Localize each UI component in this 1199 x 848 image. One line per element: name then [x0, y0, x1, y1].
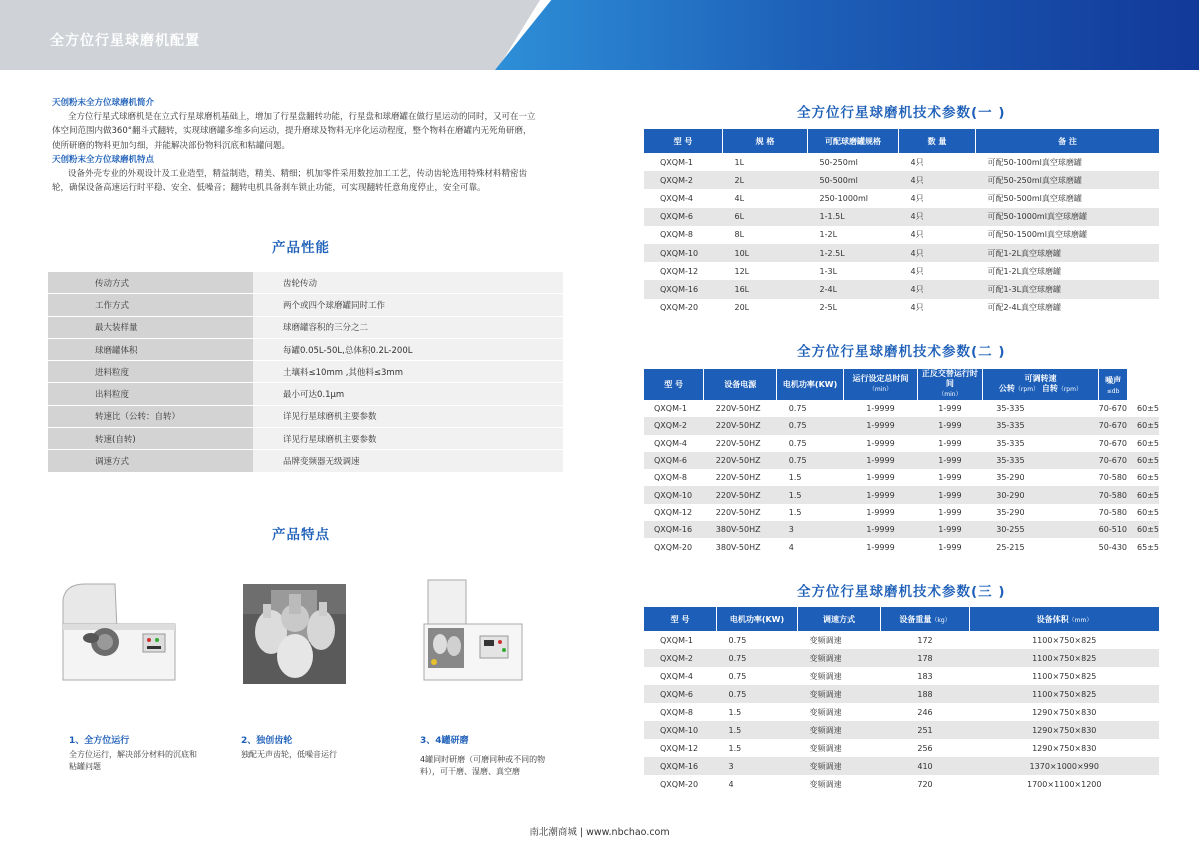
- table2-cell: 220V-50HZ: [715, 438, 761, 448]
- table2-cell: QXQM-16: [644, 521, 704, 538]
- table2-cell: QXQM-8: [654, 473, 687, 483]
- table3-row: [644, 703, 1159, 721]
- table2-cell: 0.75: [777, 417, 844, 434]
- table2-cell: QXQM-6: [644, 452, 704, 469]
- table2-cell: 35-335: [996, 404, 1025, 414]
- feature-image-full-direction: [55, 580, 187, 684]
- table2-cell: 1.5: [788, 507, 802, 517]
- table2-cell: 1-999: [918, 486, 983, 503]
- intro-paragraph-1: 全方位行星式球磨机是在立式行星球磨机基础上，增加了行星盘翻转功能，行星盘和球磨罐在做行星运动的同时，又可在一立体空间范围内做360°翻斗式翻转，实现球磨罐多维多向运动，提升磨球及物料无序化运动程度，整个物料在磨罐内无死角研磨，使所研磨的物料更加匀细，并能解决部份物料沉底和粘罐问题。: [52, 112, 536, 151]
- table1-cell: 4只: [899, 244, 976, 262]
- table3-cell: 251: [881, 721, 970, 739]
- table2-cell: 380V-50HZ: [704, 521, 777, 538]
- table2-cell: 50-430: [1098, 542, 1128, 552]
- table2-cell: 1.5: [788, 473, 802, 483]
- t1-header-model: 型 号: [644, 129, 723, 153]
- table3-cell: 1.5: [728, 707, 742, 717]
- table3-cell: QXQM-1: [660, 635, 693, 645]
- table1-cell: 4只: [910, 193, 924, 203]
- performance-key: 工作方式: [48, 294, 253, 316]
- table2-cell: 0.75: [788, 438, 807, 448]
- table3-cell: QXQM-2: [644, 649, 717, 667]
- t3-header-volume: 设备体积（mm）: [970, 607, 1160, 631]
- performance-table: [48, 272, 563, 473]
- table1-cell: 可配50-250ml真空球磨罐: [976, 171, 1160, 189]
- performance-row: [48, 294, 563, 316]
- table3-cell: QXQM-20: [660, 779, 699, 789]
- table2-cell: 70-580: [1098, 507, 1128, 517]
- table3-cell: 1100×750×825: [970, 649, 1160, 667]
- table3-row: [644, 667, 1159, 685]
- table2-cell: 220V-50HZ: [715, 473, 761, 483]
- table2-cell: 70-580: [1099, 486, 1127, 503]
- table3-cell: 变频调速: [809, 779, 842, 789]
- performance-value: 两个或四个球磨罐同时工作: [253, 294, 563, 316]
- t2-header-model: 型 号: [644, 369, 704, 400]
- table2-cell: 35-335: [982, 417, 1098, 434]
- table3-row: [644, 721, 1159, 739]
- table2-row: [644, 521, 1159, 538]
- header-blue-band: [495, 0, 1199, 70]
- table3-cell: 1290×750×830: [1032, 707, 1097, 717]
- performance-key: 进料粒度: [48, 361, 253, 383]
- table3-cell: QXQM-10: [644, 721, 717, 739]
- page-header: [0, 0, 1199, 70]
- table3-cell: 1100×750×825: [970, 685, 1160, 703]
- t3-header-weight: 设备重量（kg）: [881, 607, 970, 631]
- table2-cell: 220V-50HZ: [704, 452, 777, 469]
- table1-cell: 4只: [910, 266, 924, 276]
- table2-cell: 1-9999: [866, 404, 895, 414]
- table2-cell: 1-9999: [866, 473, 895, 483]
- performance-key: 转速比（公转：自转）: [48, 405, 253, 427]
- table2-cell: 60±5: [1137, 404, 1159, 414]
- table3-cell: 0.75: [728, 671, 747, 681]
- table2-cell: 3: [777, 521, 844, 538]
- table2-cell: 1-999: [918, 417, 983, 434]
- t3-header-model: 型 号: [644, 607, 717, 631]
- table2-cell: QXQM-4: [654, 438, 687, 448]
- table2-cell: 70-670: [1099, 452, 1127, 469]
- table3-cell: 1370×1000×990: [970, 757, 1160, 775]
- table2-cell: 4: [788, 542, 794, 552]
- performance-value: 最小可达0.1μm: [253, 383, 563, 405]
- table2-cell: 35-335: [996, 438, 1025, 448]
- performance-row: [48, 316, 563, 338]
- table3-cell: 246: [917, 707, 933, 717]
- table1-cell: 可配50-500ml真空球磨罐: [987, 193, 1082, 203]
- table2-cell: 65±5: [1137, 542, 1159, 552]
- table1-cell: 可配1-2L真空球磨罐: [976, 244, 1160, 262]
- performance-row: [48, 361, 563, 383]
- table2-cell: 1-999: [938, 542, 962, 552]
- table2-cell: 220V-50HZ: [715, 507, 761, 517]
- table2-cell: QXQM-10: [644, 486, 704, 503]
- table2-cell: QXQM-1: [654, 404, 687, 414]
- table2-cell: 30-290: [982, 486, 1098, 503]
- tech-params-table-3: [644, 607, 1159, 793]
- table2-cell: 60±5: [1127, 452, 1159, 469]
- feature-image-four-jar: [418, 578, 528, 684]
- table3-cell: 3: [717, 757, 798, 775]
- table3-cell: 变频调速: [809, 707, 842, 717]
- table1-cell: 可配1-2L真空球磨罐: [987, 266, 1062, 276]
- t3-header-motor: 电机功率(KW): [717, 607, 798, 631]
- table2-cell: 0.75: [788, 404, 807, 414]
- table2-cell: 220V-50HZ: [704, 486, 777, 503]
- table3-cell: QXQM-12: [660, 743, 699, 753]
- table1-cell: 1-1.5L: [808, 208, 899, 226]
- table3-cell: 0.75: [728, 635, 747, 645]
- table1-row: [644, 262, 1159, 280]
- table2-cell: 30-255: [982, 521, 1098, 538]
- table1-cell: 可配50-1500ml真空球磨罐: [987, 230, 1087, 240]
- table2-row: [644, 452, 1159, 469]
- table1-cell: 4L: [734, 193, 745, 203]
- table1-row: [644, 189, 1159, 207]
- table2-cell: 35-290: [996, 473, 1025, 483]
- table1-cell: QXQM-1: [660, 157, 693, 167]
- table3-cell: 183: [917, 671, 933, 681]
- table1-cell: 10L: [723, 244, 808, 262]
- t2-header-noise: 噪声≤db: [1099, 369, 1127, 400]
- table3-cell: 1.5: [728, 743, 742, 753]
- performance-key: 出料粒度: [48, 383, 253, 405]
- table2-cell: 220V-50HZ: [715, 404, 761, 414]
- table3-cell: 1100×750×825: [1032, 671, 1097, 681]
- table3-cell: 变频调速: [798, 649, 881, 667]
- table2-cell: 1-9999: [866, 507, 895, 517]
- performance-value: 详见行星球磨机主要参数: [253, 405, 563, 427]
- feature-image-gear: [243, 584, 346, 684]
- table2-cell: 70-670: [1098, 404, 1128, 414]
- t1-header-qty: 数 量: [899, 129, 976, 153]
- table3-cell: 变频调速: [809, 743, 842, 753]
- page-title: 全方位行星球磨机配置: [50, 33, 200, 49]
- table2-cell: 1-9999: [866, 438, 895, 448]
- table2-cell: 60-510: [1099, 521, 1127, 538]
- table1-cell: 50-250ml: [819, 157, 858, 167]
- t2-header-time: 运行设定总时间 （min）: [843, 369, 917, 400]
- table1-row: [644, 208, 1159, 226]
- table3-cell: 172: [917, 635, 933, 645]
- feature-caption-2: 2、独创齿轮: [241, 736, 293, 746]
- table3-row: [644, 649, 1159, 667]
- table1-cell: 2L: [723, 171, 808, 189]
- table3-cell: 256: [917, 743, 933, 753]
- table3-row: [644, 739, 1159, 757]
- table3-row: [644, 631, 1159, 649]
- intro-heading-1: 天创粉末全方位球磨机简介: [52, 98, 155, 108]
- t3-header-speed-mode: 调速方式: [798, 607, 881, 631]
- table2-cell: 60±5: [1127, 486, 1159, 503]
- table1-row: [644, 226, 1159, 244]
- table1-row: [644, 171, 1159, 189]
- table2-cell: 1-9999: [843, 417, 917, 434]
- table1-cell: 可配50-100ml真空球磨罐: [987, 157, 1082, 167]
- table1-cell: QXQM-16: [644, 280, 723, 298]
- table1-cell: 50-500ml: [808, 171, 899, 189]
- table1-cell: QXQM-6: [644, 208, 723, 226]
- table2-title: 全方位行星球磨机技术参数(二 ): [797, 344, 1006, 360]
- table3-row: [644, 775, 1159, 793]
- performance-row: [48, 338, 563, 360]
- table2-row: [644, 417, 1159, 434]
- table2-cell: 60±5: [1137, 438, 1159, 448]
- table1-cell: 4只: [899, 208, 976, 226]
- table1-cell: QXQM-8: [660, 230, 693, 240]
- performance-row: [48, 450, 563, 472]
- table3-cell: 变频调速: [809, 635, 842, 645]
- tech-params-table-2: [644, 369, 1159, 556]
- table3-row: [644, 685, 1159, 703]
- table3-cell: 变频调速: [798, 685, 881, 703]
- table1-row: [644, 299, 1159, 317]
- table1-cell: 4只: [910, 230, 924, 240]
- table2-cell: 1-999: [938, 473, 962, 483]
- table2-row: [644, 538, 1159, 555]
- table1-cell: 4只: [910, 157, 924, 167]
- table1-cell: 1-2L: [819, 230, 838, 240]
- features-title: 产品特点: [272, 527, 330, 543]
- performance-title: 产品性能: [272, 240, 330, 256]
- table3-cell: 0.75: [717, 649, 798, 667]
- table1-cell: 4只: [899, 280, 976, 298]
- table1-cell: 2-5L: [819, 303, 838, 313]
- table1-cell: 4只: [910, 303, 924, 313]
- performance-row: [48, 272, 563, 294]
- table1-cell: 1-2.5L: [808, 244, 899, 262]
- table3-cell: 1290×750×830: [970, 721, 1160, 739]
- feature-caption-1: 1、全方位运行: [69, 736, 130, 746]
- t2-header-speed: 可调转速 公转（rpm） 自转（rpm）: [982, 369, 1098, 400]
- table1-cell: QXQM-2: [644, 171, 723, 189]
- table1-cell: 可配1-3L真空球磨罐: [976, 280, 1160, 298]
- feature-caption-3: 3、4罐研磨: [420, 736, 469, 746]
- table2-cell: 60±5: [1127, 521, 1159, 538]
- table2-cell: 70-580: [1098, 473, 1128, 483]
- table3-title: 全方位行星球磨机技术参数(三 ): [797, 584, 1006, 600]
- table2-cell: 60±5: [1127, 417, 1159, 434]
- intro-paragraph-2: 设备外壳专业的外观设计及工业造型，精益制造，精美、精细；机加零件采用数控加工工艺，传动齿轮选用特殊材料精密齿轮，确保设备高速运行时平稳、安全、低噪音；翻转电机具备刹车锁止功能，可实现翻转任意角度停止，安全可靠。: [52, 169, 528, 194]
- table3-cell: 720: [917, 779, 933, 789]
- table2-cell: 1-999: [938, 438, 962, 448]
- table2-cell: 60±5: [1137, 507, 1159, 517]
- table1-cell: 1L: [734, 157, 745, 167]
- performance-value: 详见行星球磨机主要参数: [253, 428, 563, 450]
- performance-key: 球磨罐体积: [48, 338, 253, 360]
- table1-cell: 16L: [723, 280, 808, 298]
- table3-cell: 1.5: [717, 721, 798, 739]
- table2-cell: 1.5: [777, 486, 844, 503]
- table3-cell: 0.75: [717, 685, 798, 703]
- table1-cell: 可配2-4L真空球磨罐: [987, 303, 1062, 313]
- table2-cell: 1-999: [918, 521, 983, 538]
- performance-value: 每罐0.05L-50L,总体积0.2L-200L: [253, 338, 563, 360]
- table1-cell: 20L: [734, 303, 750, 313]
- table1-cell: QXQM-12: [660, 266, 699, 276]
- performance-row: [48, 405, 563, 427]
- table1-cell: 250-1000ml: [819, 193, 869, 203]
- table3-cell: 变频调速: [798, 757, 881, 775]
- tech-params-table-1: [644, 129, 1159, 317]
- table3-cell: 变频调速: [798, 721, 881, 739]
- intro-section: [52, 96, 537, 195]
- table3-cell: 4: [728, 779, 734, 789]
- table2-cell: 1-999: [938, 404, 962, 414]
- table1-cell: 12L: [734, 266, 750, 276]
- table1-cell: 8L: [734, 230, 745, 240]
- feature-text-1: 全方位运行，解决部分材料的沉底和粘罐问题: [69, 750, 197, 771]
- table2-cell: 380V-50HZ: [715, 542, 761, 552]
- t2-header-power: 设备电源: [704, 369, 777, 400]
- table2-cell: 1-9999: [843, 452, 917, 469]
- performance-value: 土壤料≤10mm ,其他料≤3mm: [253, 361, 563, 383]
- table2-cell: QXQM-12: [654, 507, 693, 517]
- t1-header-jar-spec: 可配球磨罐规格: [808, 129, 899, 153]
- table2-cell: 1-9999: [843, 486, 917, 503]
- table2-row: [644, 486, 1159, 503]
- table1-row: [644, 244, 1159, 262]
- table3-row: [644, 757, 1159, 775]
- table2-cell: 220V-50HZ: [704, 417, 777, 434]
- table3-cell: 1100×750×825: [1032, 635, 1097, 645]
- table1-row: [644, 153, 1159, 171]
- table1-row: [644, 280, 1159, 298]
- table1-cell: QXQM-20: [660, 303, 699, 313]
- t2-header-alt: 正反交替运行时间（min）: [918, 369, 983, 400]
- table2-row: [644, 435, 1159, 452]
- table2-row: [644, 400, 1159, 417]
- performance-value: 齿轮传动: [253, 272, 563, 294]
- table2-cell: 1-9999: [843, 521, 917, 538]
- table2-cell: QXQM-2: [644, 417, 704, 434]
- table3-cell: 188: [881, 685, 970, 703]
- table3-cell: 变频调速: [809, 671, 842, 681]
- table1-cell: 2-4L: [808, 280, 899, 298]
- t1-header-spec: 规 格: [723, 129, 808, 153]
- table1-cell: 可配50-1000ml真空球磨罐: [976, 208, 1160, 226]
- performance-value: 品牌变频器无级调速: [253, 450, 563, 472]
- t2-header-motor: 电机功率(KW): [777, 369, 844, 400]
- table3-cell: QXQM-4: [660, 671, 693, 681]
- table1-title: 全方位行星球磨机技术参数(一 ): [797, 105, 1006, 121]
- table1-cell: 1-3L: [819, 266, 838, 276]
- table1-cell: 4只: [899, 171, 976, 189]
- table2-cell: 35-290: [996, 507, 1025, 517]
- table2-cell: 25-215: [996, 542, 1025, 552]
- performance-key: 转速(自转): [48, 428, 253, 450]
- table3-cell: 1290×750×830: [1032, 743, 1097, 753]
- footer: 南北潮商城 | www.nbchao.com: [529, 827, 670, 838]
- table3-cell: QXQM-6: [644, 685, 717, 703]
- table2-cell: 1-999: [938, 507, 962, 517]
- t1-header-note: 备 注: [976, 129, 1160, 153]
- table2-cell: QXQM-20: [654, 542, 693, 552]
- table2-cell: 1-999: [918, 452, 983, 469]
- table3-cell: 178: [881, 649, 970, 667]
- feature-text-3: 4罐同时研磨（可磨同种或不同的物料），可干磨、湿磨、真空磨: [420, 755, 546, 776]
- table2-cell: 70-670: [1099, 417, 1127, 434]
- table1-cell: QXQM-10: [644, 244, 723, 262]
- performance-key: 最大装样量: [48, 316, 253, 338]
- table3-cell: QXQM-8: [660, 707, 693, 717]
- table2-cell: 0.75: [777, 452, 844, 469]
- intro-heading-2: 天创粉末全方位球磨机特点: [52, 154, 155, 165]
- table3-cell: QXQM-16: [644, 757, 717, 775]
- performance-key: 传动方式: [48, 272, 253, 294]
- table2-cell: 70-670: [1098, 438, 1128, 448]
- table2-row: [644, 469, 1159, 486]
- performance-key: 调速方式: [48, 450, 253, 472]
- table3-cell: 410: [881, 757, 970, 775]
- table2-cell: 35-335: [982, 452, 1098, 469]
- performance-row: [48, 428, 563, 450]
- table2-cell: 1-9999: [866, 542, 895, 552]
- performance-row: [48, 383, 563, 405]
- table3-cell: 1700×1100×1200: [1027, 779, 1102, 789]
- table1-cell: QXQM-4: [660, 193, 693, 203]
- table2-row: [644, 504, 1159, 521]
- feature-text-2: 独配无声齿轮，低噪音运行: [241, 750, 337, 759]
- performance-value: 球磨罐容积的三分之二: [253, 316, 563, 338]
- table2-cell: 60±5: [1137, 473, 1159, 483]
- table1-cell: 6L: [723, 208, 808, 226]
